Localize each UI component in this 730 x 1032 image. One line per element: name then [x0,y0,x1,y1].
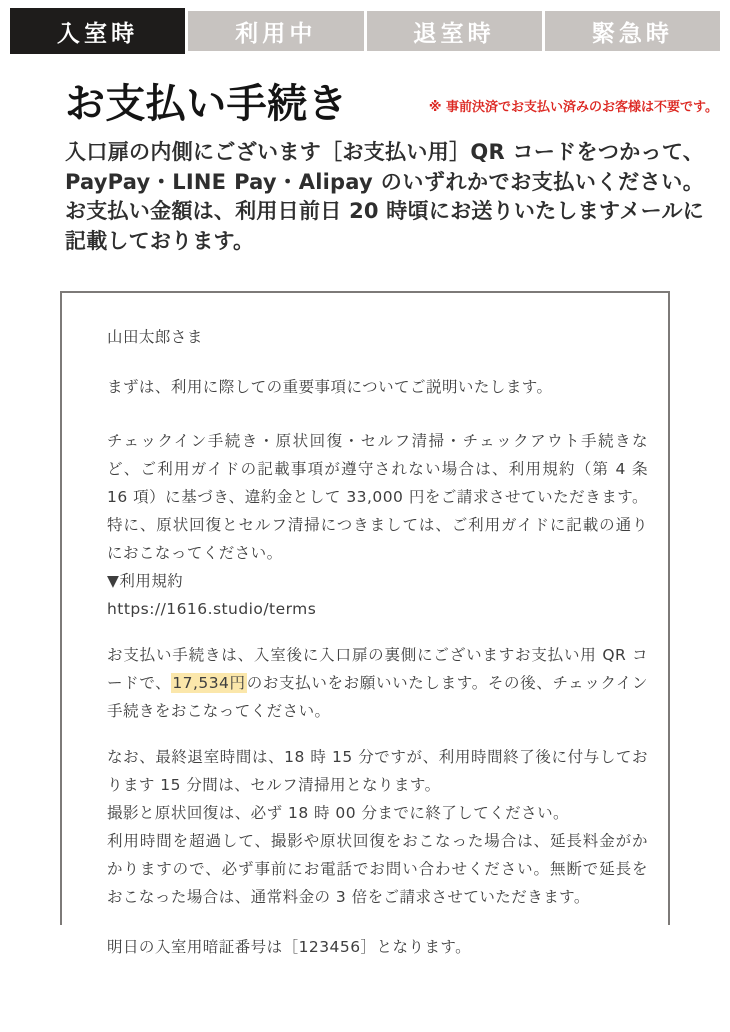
checkout-rule-overtime: 利用時間を超過して、撮影や原状回復をおこなった場合は、延長料金がかかりますので、必ず事前にお電話でお問い合わせください。無断で延長をおこなった場合は、通常料金の 3 倍をご請求させていただきます。 [107,832,648,906]
tab-entry[interactable]: 入室時 [10,8,185,54]
payment-amount: 17,534円 [172,674,246,692]
tab-during-use[interactable]: 利用中 [188,11,363,51]
terms-url-text[interactable]: https://1616.studio/terms [107,600,317,618]
payment-text-before: お支払い手続きは、入室後に入口扉の裏側にございますお支払い用 QR コードで、 [107,646,648,692]
email-greeting: 山田太郎さま [107,328,203,346]
email-checkout-rules [107,743,648,911]
payment-instructions: 入口扉の内側にございます［お支払い用］QR コードをつかって、PayPay・LINE Pay・Alipay のいずれかでお支払いください。お支払い金額は、利用日前日 20 時頃にお送りいたしますメールに記載しております。 [65,140,704,253]
tab-exit[interactable]: 退室時 [367,11,542,51]
checkout-rule-end-time: 撮影と原状回復は、必ず 18 時 00 分までに終了してください。 [107,804,570,822]
email-payment-paragraph [107,641,648,725]
terms-heading: ▼利用規約 [107,572,184,590]
prepaid-exemption-note: ※ 事前決済でお支払い済みのお客様は不要です。 [428,100,718,115]
email-penalty-paragraph: チェックイン手続き・原状回復・セルフ清掃・チェックアウト手続きなど、ご利用ガイドの記載事項が遵守されない場合は、利用規約（第 4 条 16 項）に基づき、違約金として 33,000 円をご請求させていただきます。特に、原状回復とセルフ清掃につきましては、ご利用ガイドに記載の通りにおこなってください。 [107,432,648,562]
email-opening: まずは、利用に際しての重要事項についてご説明いたします。 [107,378,553,396]
entry-passcode-line: 明日の入室用暗証番号は［123456］となります。 [107,938,472,956]
tab-bar [10,8,720,54]
checkout-rule-final-time: なお、最終退室時間は、18 時 15 分ですが、利用時間終了後に付与しております 15 分間は、セルフ清掃用となります。 [107,748,648,794]
tab-emergency[interactable]: 緊急時 [545,11,720,51]
terms-link[interactable] [107,595,648,623]
page-title: お支払い手続き [65,81,348,127]
email-sample-box [60,291,670,956]
payment-text-after: のお支払いをお願いいたします。その後、チェックイン手続きをおこなってください。 [107,674,648,720]
page-header [65,80,718,128]
